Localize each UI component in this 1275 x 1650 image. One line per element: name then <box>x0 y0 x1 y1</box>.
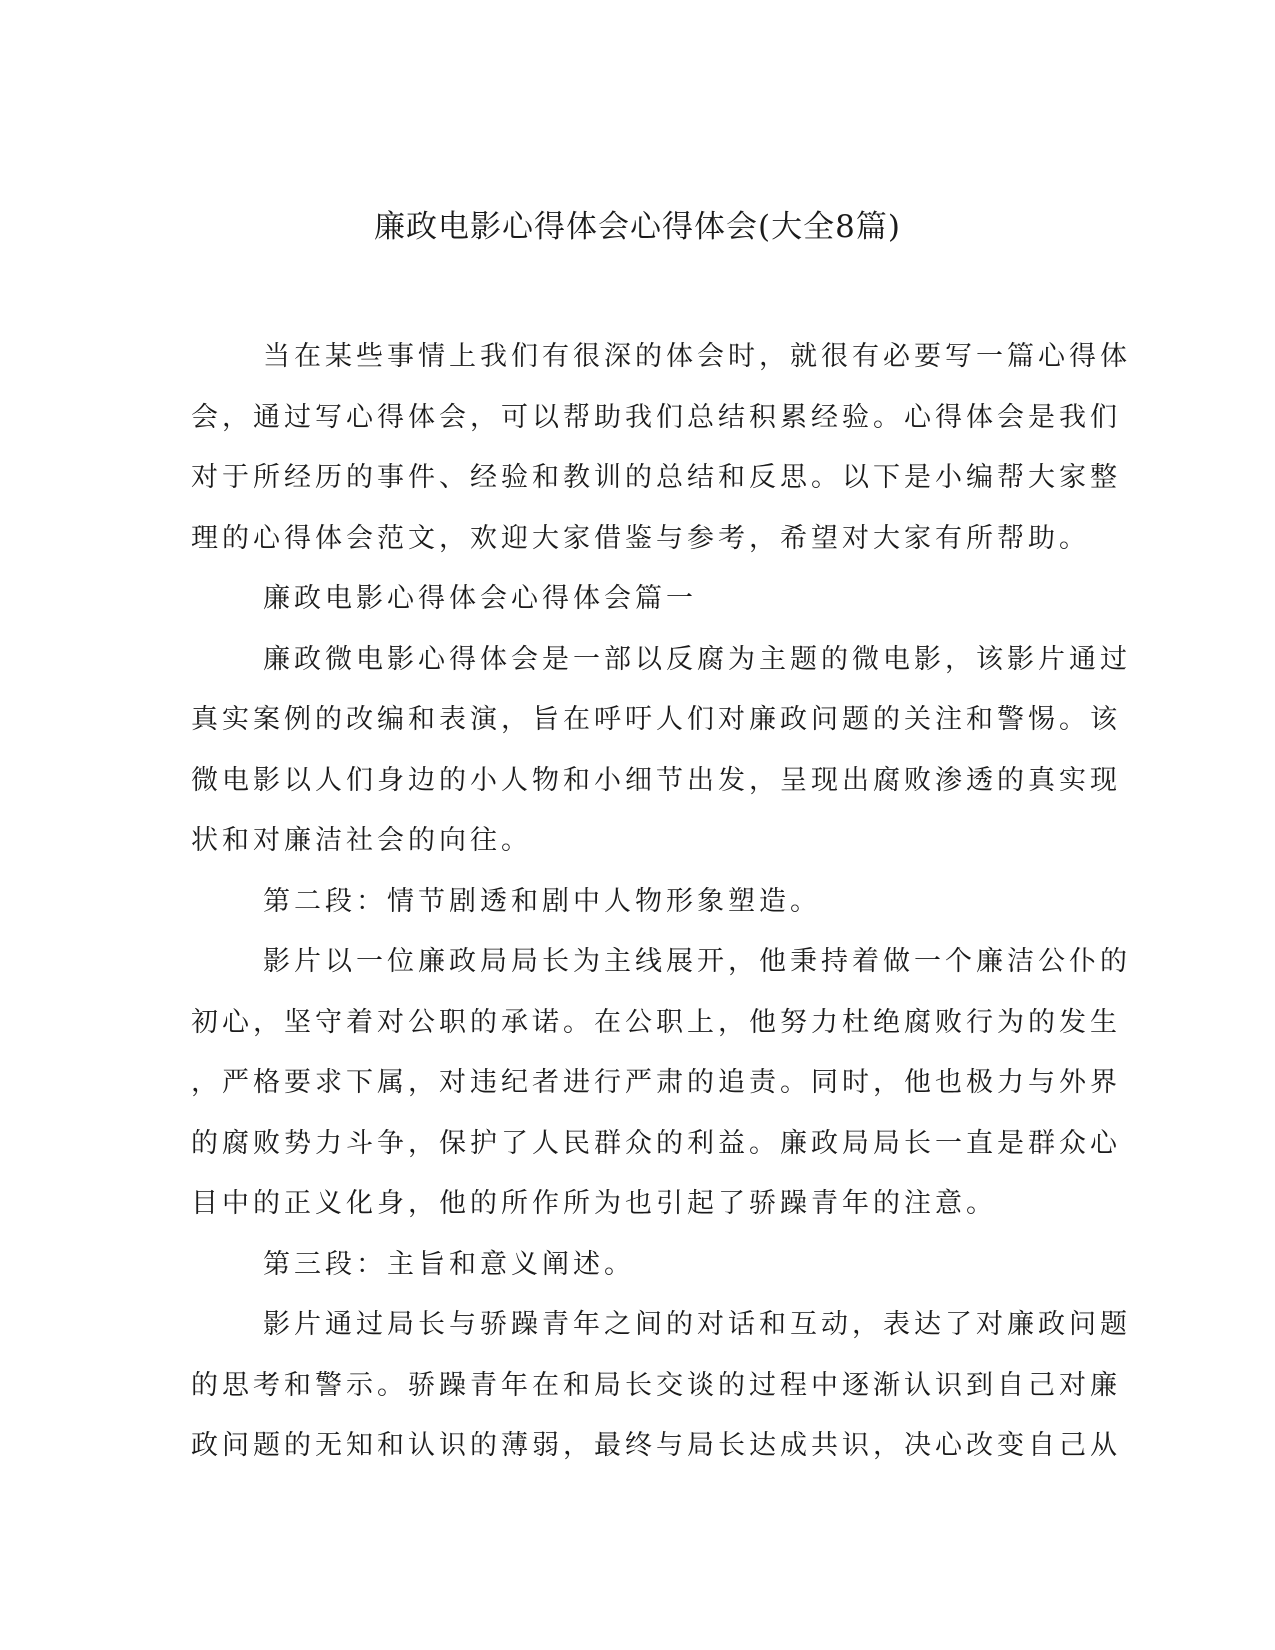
text-line: 真实案例的改编和表演，旨在呼吁人们对廉政问题的关注和警惕。该 <box>191 704 1121 735</box>
text-line: 影片以一位廉政局局长为主线展开，他秉持着做一个廉洁公仆的 <box>263 946 1131 977</box>
text-line: 第三段：主旨和意义阐述。 <box>263 1248 635 1280</box>
text-line: 状和对廉洁社会的向往。 <box>191 825 532 856</box>
text-line: 初心，坚守着对公职的承诺。在公职上，他努力杜绝腐败行为的发生 <box>191 1006 1121 1038</box>
text-line: 第二段：情节剧透和剧中人物形象塑造。 <box>263 885 821 917</box>
text-line: 对于所经历的事件、经验和教训的总结和反思。以下是小编帮大家整 <box>191 462 1121 493</box>
text-line: ，严格要求下属，对违纪者进行严肃的追责。同时，他也极力与外界 <box>191 1067 1121 1098</box>
text-line: 廉政电影心得体会心得体会篇一 <box>263 583 697 614</box>
text-line: 理的心得体会范文，欢迎大家借鉴与参考，希望对大家有所帮助。 <box>191 522 1090 554</box>
text-line: 政问题的无知和认识的薄弱，最终与局长达成共识，决心改变自己从 <box>191 1430 1121 1461</box>
document-body <box>191 327 1131 1477</box>
text-line: 的思考和警示。骄躁青年在和局长交谈的过程中逐渐认识到自己对廉 <box>191 1369 1121 1401</box>
text-line: 目中的正义化身，他的所作所为也引起了骄躁青年的注意。 <box>191 1188 997 1219</box>
text-line: 当在某些事情上我们有很深的体会时，就很有必要写一篇心得体 <box>263 341 1131 372</box>
text-line: 影片通过局长与骄躁青年之间的对话和互动，表达了对廉政问题 <box>263 1309 1131 1340</box>
text-line: 微电影以人们身边的小人物和小细节出发，呈现出腐败渗透的真实现 <box>191 764 1121 796</box>
text-line: 的腐败势力斗争，保护了人民群众的利益。廉政局局长一直是群众心 <box>191 1127 1121 1159</box>
document-title: 廉政电影心得体会心得体会(大全8篇) <box>374 209 901 245</box>
text-line: 会，通过写心得体会，可以帮助我们总结积累经验。心得体会是我们 <box>191 401 1121 433</box>
text-line: 廉政微电影心得体会是一部以反腐为主题的微电影，该影片通过 <box>263 643 1131 675</box>
